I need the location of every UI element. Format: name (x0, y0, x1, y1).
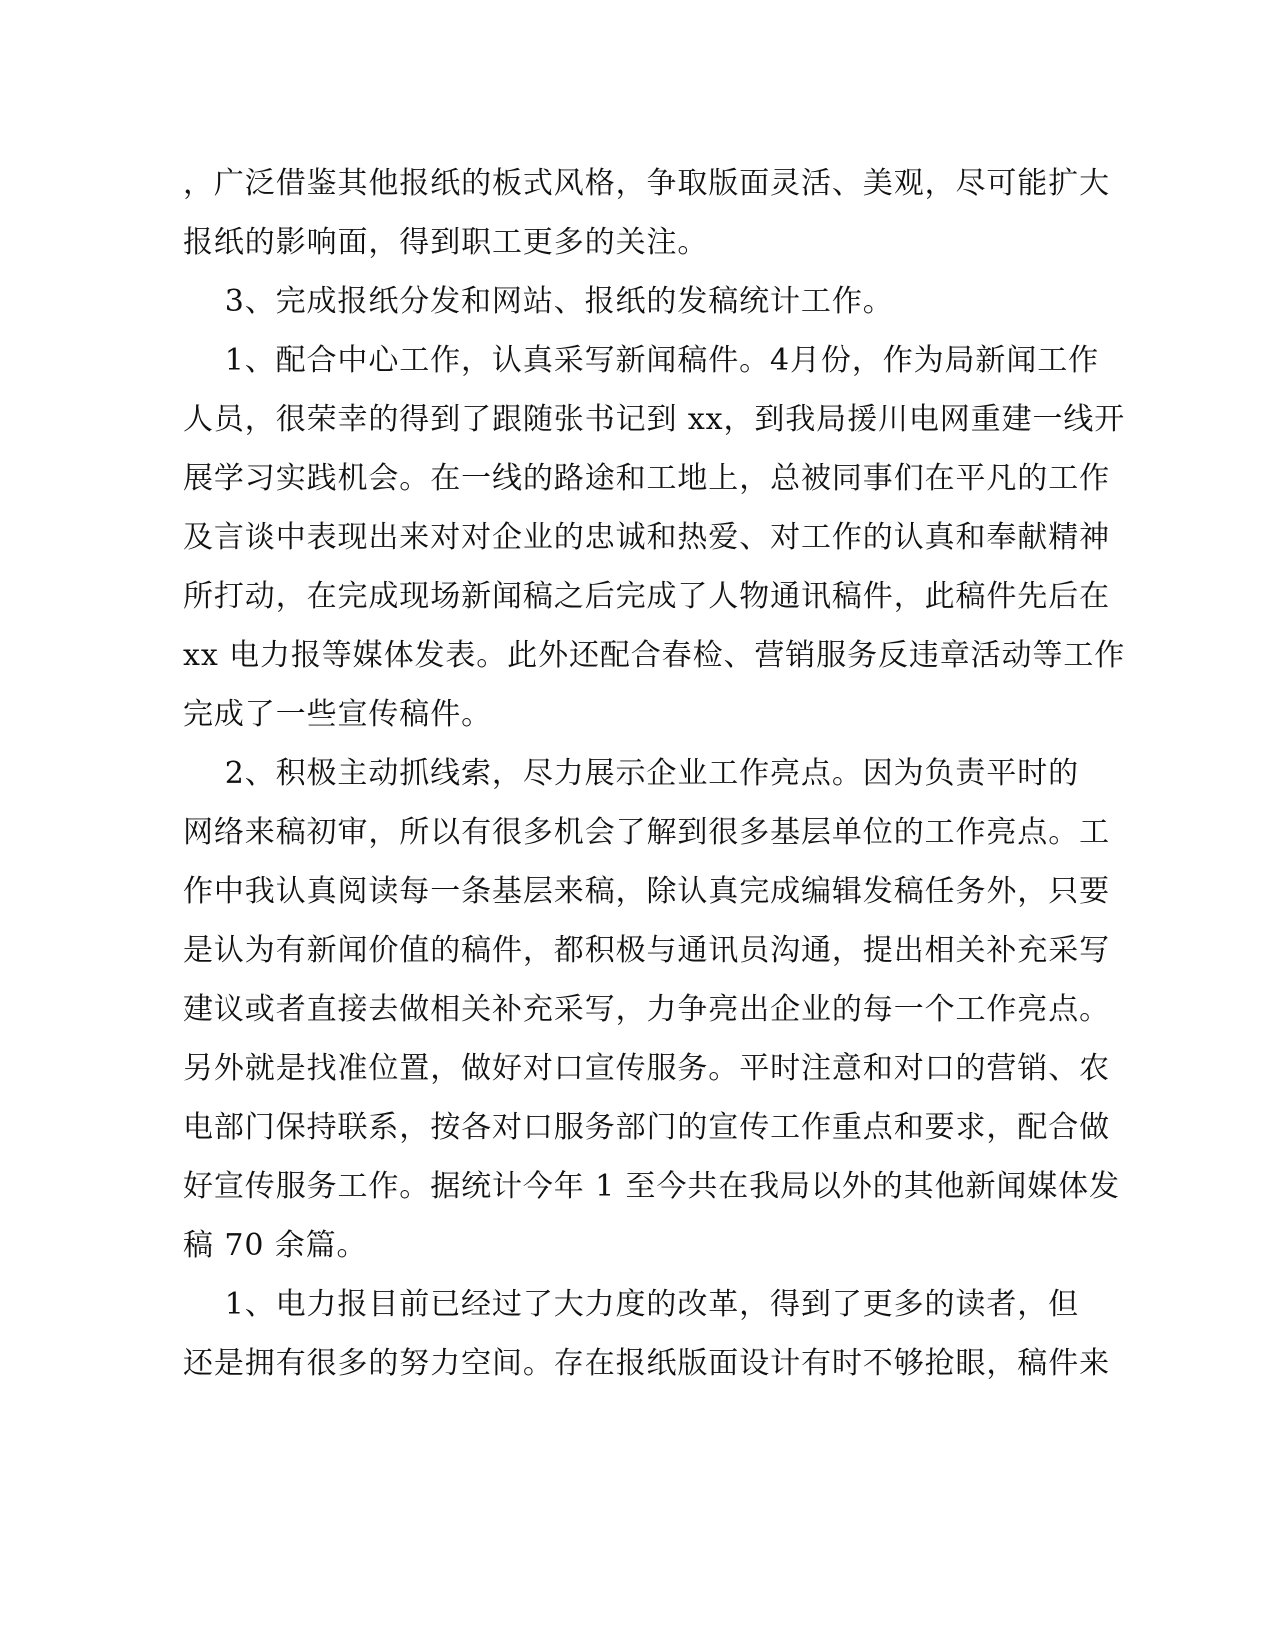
text-line: 1、电力报目前已经过了大力度的改革，得到了更多的读者，但 (183, 1287, 1080, 1322)
text-line: 稿 70 余篇。 (183, 1228, 368, 1263)
text-line: 电部门保持联系，按各对口服务部门的宣传工作重点和要求，配合做 (183, 1110, 1110, 1145)
text-line: 另外就是找准位置，做好对口宣传服务。平时注意和对口的营销、农 (183, 1051, 1110, 1086)
text-line: 报纸的影响面，得到职工更多的关注。 (183, 225, 709, 260)
text-line: 展学习实践机会。在一线的路途和工地上，总被同事们在平凡的工作 (183, 461, 1110, 496)
text-line: 作中我认真阅读每一条基层来稿，除认真完成编辑发稿任务外，只要 (183, 874, 1110, 909)
text-line: 完成了一些宣传稿件。 (183, 697, 492, 732)
text-line: 及言谈中表现出来对对企业的忠诚和热爱、对工作的认真和奉献精神 (183, 520, 1110, 555)
text-line: 1、配合中心工作，认真采写新闻稿件。4月份，作为局新闻工作 (183, 343, 1100, 378)
text-line: 2、积极主动抓线索，尽力展示企业工作亮点。因为负责平时的 (183, 756, 1080, 791)
text-line: 人员，很荣幸的得到了跟随张书记到 xx，到我局援川电网重建一线开 (183, 402, 1126, 437)
text-line: 建议或者直接去做相关补充采写，力争亮出企业的每一个工作亮点。 (183, 992, 1110, 1027)
text-line: 还是拥有很多的努力空间。存在报纸版面设计有时不够抢眼，稿件来 (183, 1346, 1110, 1381)
text-line: xx 电力报等媒体发表。此外还配合春检、营销服务反违章活动等工作 (183, 638, 1126, 673)
text-line: ，广泛借鉴其他报纸的板式风格，争取版面灵活、美观，尽可能扩大 (183, 166, 1110, 201)
text-line: 所打动，在完成现场新闻稿之后完成了人物通讯稿件，此稿件先后在 (183, 579, 1110, 614)
text-line: 好宣传服务工作。据统计今年 1 至今共在我局以外的其他新闻媒体发 (183, 1169, 1120, 1204)
document-body (183, 154, 1126, 1393)
text-line: 网络来稿初审，所以有很多机会了解到很多基层单位的工作亮点。工 (183, 815, 1110, 850)
text-line: 是认为有新闻价值的稿件，都积极与通讯员沟通，提出相关补充采写 (183, 933, 1110, 968)
text-line: 3、完成报纸分发和网站、报纸的发稿统计工作。 (183, 284, 894, 319)
